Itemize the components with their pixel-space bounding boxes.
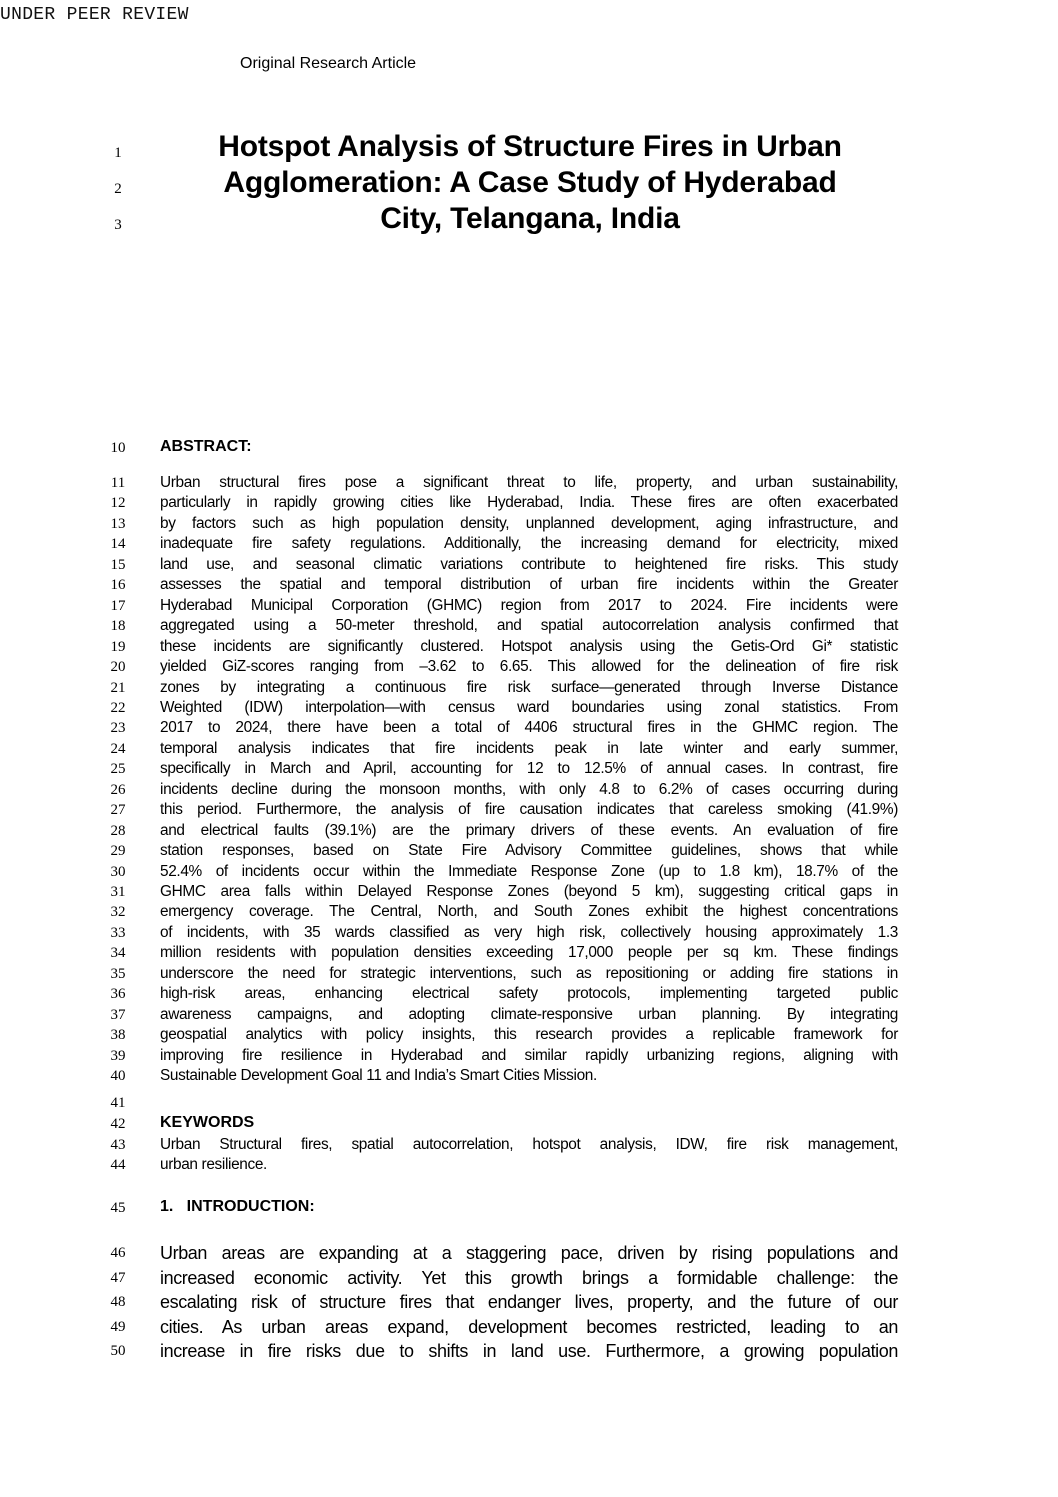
text-line: particularly in rapidly growing cities like Hyderabad, India. These fires are often exacerbated [160, 494, 898, 512]
text-line: station responses, based on State Fire Advisory Committee guidelines, shows that while [160, 842, 898, 860]
text-line: urban resilience. [160, 1156, 267, 1174]
line-number: 10 [110, 440, 126, 456]
line-number: 48 [110, 1294, 126, 1311]
line-number: 17 [110, 597, 126, 614]
line-number: 41 [110, 1095, 126, 1111]
line-number: 22 [110, 699, 126, 716]
text-line: temporal analysis indicates that fire incidents peak in late winter and early summer, [160, 739, 898, 757]
text-line: GHMC area falls within Delayed Response Zones (beyond 5 km), suggesting critical gaps in [160, 883, 898, 900]
introduction-heading: 1. INTRODUCTION: [160, 1198, 315, 1215]
line-number: 16 [110, 577, 126, 594]
keywords-heading: KEYWORDS [160, 1114, 255, 1131]
text-line: Weighted (IDW) interpolation—with census ward boundaries using zonal statistics. From [160, 698, 898, 716]
line-number: 1 [114, 145, 122, 161]
text-line: assesses the spatial and temporal distribution of urban fire incidents within the Greater [160, 576, 898, 594]
line-number: 18 [110, 618, 126, 635]
text-line: inadequate fire safety regulations. Additionally, the increasing demand for electricity, mixed [160, 535, 898, 553]
line-number: 45 [110, 1200, 126, 1216]
text-line: underscore the need for strategic interventions, such as repositioning or adding fire stations in [160, 964, 898, 982]
watermark: UNDER PEER REVIEW [0, 5, 189, 25]
text-line: 2017 to 2024, there have been a total of 4406 structural fires in the GHMC region. The [160, 719, 898, 737]
line-number: 2 [114, 181, 122, 197]
line-number: 50 [110, 1343, 126, 1360]
text-line: emergency coverage. The Central, North, and South Zones exhibit the highest concentrations [160, 903, 898, 921]
line-number: 37 [110, 1006, 126, 1023]
text-line: and electrical faults (39.1%) are the primary drivers of these events. An evaluation of fire [160, 821, 898, 839]
text-line: increase in fire risks due to shifts in land use. Furthermore, a growing population [160, 1341, 898, 1362]
line-number: 49 [110, 1318, 126, 1335]
text-line: million residents with population densities exceeding 17,000 people per sq km. These findings [160, 944, 898, 962]
text-line: yielded GiZ-scores ranging from –3.62 to 6.65. This allowed for the delineation of fire risk [160, 658, 898, 676]
line-number: 27 [110, 802, 126, 819]
line-number: 19 [110, 638, 126, 655]
line-number: 20 [110, 659, 126, 676]
text-line: 52.4% of incidents occur within the Immediate Response Zone (up to 1.8 km), 18.7% of the [160, 862, 898, 880]
text-line: cities. As urban areas expand, development becomes restricted, leading to an [160, 1316, 898, 1337]
text-line: this period. Furthermore, the analysis of fire causation indicates that careless smoking (41.9%) [160, 801, 898, 819]
line-number: 35 [110, 965, 126, 982]
line-number: 44 [110, 1157, 126, 1174]
text-line: of incidents, with 35 wards classified as very high risk, collectively housing approximately 1.3 [160, 923, 898, 941]
article-type: Original Research Article [240, 55, 417, 72]
text-line: Hyderabad Municipal Corporation (GHMC) region from 2017 to 2024. Fire incidents were [160, 596, 898, 614]
text-line: Sustainable Development Goal 11 and India’s Smart Cities Mission. [160, 1067, 597, 1085]
text-line: Urban areas are expanding at a staggering pace, driven by rising populations and [160, 1243, 898, 1263]
line-number: 36 [110, 986, 126, 1003]
line-number: 15 [110, 556, 126, 573]
text-line: escalating risk of structure fires that endanger lives, property, and the future of our [160, 1292, 898, 1313]
text-line: geospatial analytics with policy insights, this research provides a replicable framework for [160, 1026, 898, 1044]
text-line: these incidents are significantly clustered. Hotspot analysis using the Getis-Ord Gi* statistic [160, 637, 898, 655]
line-number: 13 [110, 515, 126, 532]
line-number: 30 [110, 863, 126, 880]
text-line: specifically in March and April, accounting for 12 to 12.5% of annual cases. In contrast, fire [160, 760, 898, 778]
line-number: 12 [110, 495, 126, 512]
text-line: improving fire resilience in Hyderabad and similar rapidly urbanizing regions, aligning with [160, 1046, 898, 1064]
line-number: 29 [110, 843, 126, 860]
line-number: 14 [110, 536, 126, 553]
line-number: 31 [110, 884, 126, 900]
text-line: high-risk areas, enhancing electrical safety protocols, implementing targeted public [160, 985, 898, 1003]
line-number: 32 [110, 904, 126, 921]
title-line: City, Telangana, India [380, 202, 680, 235]
line-number: 3 [114, 217, 122, 233]
title-line: Agglomeration: A Case Study of Hyderabad [223, 166, 837, 199]
text-line: land use, and seasonal climatic variations contribute to heightened fire risks. This study [160, 555, 898, 573]
text-line: incidents decline during the monsoon months, with only 4.8 to 6.2% of cases occurring during [160, 780, 898, 798]
line-number: 33 [110, 924, 126, 941]
text-line: Urban structural fires pose a significant threat to life, property, and urban sustainability, [160, 474, 898, 491]
line-number: 28 [110, 822, 126, 839]
abstract-heading: ABSTRACT: [160, 438, 252, 455]
line-number: 42 [110, 1116, 126, 1132]
text-line: zones by integrating a continuous fire risk surface—generated through Inverse Distance [160, 678, 898, 696]
line-number: 39 [110, 1047, 126, 1064]
text-line: aggregated using a 50-meter threshold, and spatial autocorrelation analysis confirmed that [160, 617, 898, 635]
line-number: 25 [110, 761, 126, 778]
text-line: awareness campaigns, and adopting climate-responsive urban planning. By integrating [160, 1005, 898, 1023]
line-number: 46 [110, 1245, 126, 1261]
line-number: 43 [110, 1137, 126, 1153]
line-number: 34 [110, 945, 126, 962]
text-line: by factors such as high population density, unplanned development, aging infrastructure, and [160, 514, 898, 532]
line-number: 38 [110, 1027, 126, 1044]
line-number: 11 [110, 475, 126, 491]
line-number: 21 [110, 679, 126, 696]
line-number: 40 [110, 1068, 126, 1085]
title-line: Hotspot Analysis of Structure Fires in Urban [218, 130, 842, 163]
line-number: 23 [110, 720, 126, 737]
line-number: 24 [110, 740, 126, 757]
text-line: Urban Structural fires, spatial autocorrelation, hotspot analysis, IDW, fire risk management, [160, 1136, 898, 1153]
line-number: 26 [110, 781, 126, 798]
line-number: 47 [110, 1269, 126, 1286]
text-line: increased economic activity. Yet this growth brings a formidable challenge: the [160, 1267, 898, 1288]
